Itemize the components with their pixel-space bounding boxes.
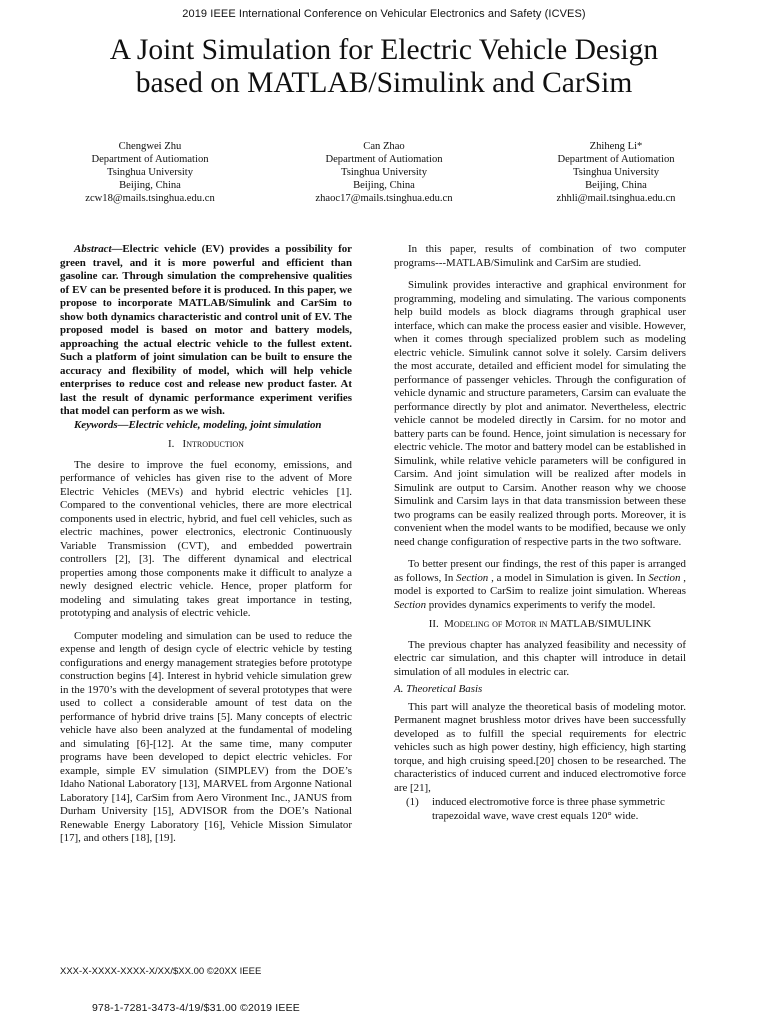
keywords-dash: — (117, 418, 129, 431)
author-email: zhaoc17@mails.tsinghua.edu.cn (315, 193, 453, 204)
author-block-2 (264, 140, 504, 205)
author-name: Zhiheng Li* (589, 141, 643, 152)
abstract (60, 243, 352, 419)
title-line-2: based on MATLAB/Simulink and CarSim (135, 67, 633, 99)
list-item (394, 796, 686, 823)
isbn-footer: 978-1-7281-3473-4/19/$31.00 ©2019 IEEE (92, 1002, 300, 1014)
author-email: zhhli@mail.tsinghua.edu.cn (556, 193, 676, 204)
section-heading-introduction (60, 438, 352, 452)
abstract-text: Electric vehicle (EV) provides a possibility for green travel, and it is more powerful and efficient than gasoline car. Through simulation the comprehensive qualities of EV can be presented before it is produced. In this paper, we propose to incorporate MATLAB/Simulink and CarSim to show both dynamics characteristic and control unit of EV. The proposed model is based on motor and battery models, approaching the actual electric vehicle to the fullest extent. Such a platform of joint simulation can be built to ensure the accuracy and flexibility of model, which will help vehicle enterprises to reduce cost and release new product faster. At last the result of dynamic performance experiment verifies that model can perform as we wish. (60, 243, 352, 417)
copyright-footer: XXX-X-XXXX-XXXX-X/XX/$XX.00 ©20XX IEEE (60, 966, 262, 977)
section-ref: Section (456, 571, 489, 584)
section-title-initial: I (182, 438, 187, 450)
author-univ: Tsinghua University (106, 167, 194, 178)
list-number: (1) (406, 796, 419, 808)
paragraph: In this paper, results of combination of two computer programs---MATLAB/Simulink and CarSim are studied. (394, 243, 686, 269)
org-text-2: , a model in Simulation is given. In (488, 571, 649, 584)
keywords (60, 419, 352, 433)
paragraph: The previous chapter has analyzed feasibility and necessity of electric car simulation, and this chapter will introduce in detail simulation of all modules in electric car. (394, 638, 686, 678)
section-ref: Section (394, 598, 427, 611)
abstract-lead: Abstract (74, 243, 112, 255)
subsection-heading: A. Theoretical Basis (394, 683, 483, 695)
section-title-initial: M (444, 618, 454, 630)
keywords-text: Electric vehicle, modeling, joint simulation (128, 418, 322, 431)
section-title-rest: ntroduction (186, 438, 244, 450)
section-number: I. (168, 438, 175, 450)
author-dept: Department of Autiomation (557, 154, 675, 165)
keywords-lead: Keywords (74, 418, 118, 431)
author-dept: Department of Autiomation (91, 154, 209, 165)
right-column (394, 243, 686, 823)
section-ref: Section (648, 571, 681, 584)
paper-title (40, 34, 728, 100)
paragraph-organization (394, 558, 686, 612)
author-univ: Tsinghua University (572, 167, 660, 178)
author-dept: Department of Autiomation (325, 154, 443, 165)
paragraph: The desire to improve the fuel economy, emissions, and performance of vehicles has given rise to the advent of More Electric Vehicles (MEVs) and hybrid electric vehicles [1]. Compared to the conventional vehicles, there are more electrical components used in electric, hybrid, and fuel cell vehicles, such as electric machines, power electronics, electronic Continuously Variable Transmission (CVT), and embedded powertrain controllers [2], [3]. The different dynamical and electrical properties among those components make it difficult to analyze a newly designed electric vehicle. Hence, proper platform for modeling and simulating takes great importance in testing, prototyping and analysis of electric vehicle. (60, 458, 352, 619)
org-text-4: provides dynamics experiments to verify the model. (426, 598, 656, 611)
left-column (60, 243, 352, 846)
section-title-part-2: otor in MATLAB/SIMULINK (514, 618, 652, 630)
title-line-1: A Joint Simulation for Electric Vehicle Design (109, 34, 659, 66)
author-block-1 (30, 140, 270, 205)
paragraph: Simulink provides interactive and graphical environment for programming, modeling and simulating. The various components help build models as block diagrams through graphical user interface, which can make the process easier and visible. However, when it comes through specialized problem such as modeling electric vehicle. Simulink cannot solve it solely. Carsim delivers the most accurate, detailed and efficient model for simulating the performance of passenger vehicles. Through the configuration of vehicle dynamic and structure parameters, Carsim can evaluate the performance directly by plot and animator. Nevertheless, electric vehicle cannot be modeled directly in Carsim. for no motor and battery parts can be found. Hence, joint simulation is necessary for electric vehicle. The motor and battery model can be established in Simulink, while relative vehicle parameters will be configured in Carsim. And joint simulation will be realized after models in Simulink are output to Carsim. Another reason why we choose Simulink and Carsim lays in that data transmission between these two programs can be easily realized through ports. Moreover, it is convenient when the model wants to be modified, because we only need change configuration of respective parts in the two software. (394, 279, 686, 548)
conference-header: 2019 IEEE International Conference on Vehicular Electronics and Safety (ICVES) (182, 8, 586, 20)
section-heading-modeling (394, 618, 686, 632)
author-block-3 (496, 140, 736, 205)
org-text-3: , model is exported to CarSim to realize joint simulation. Whereas (394, 571, 686, 597)
abstract-dash: — (111, 243, 123, 255)
author-city: Beijing, China (119, 180, 181, 191)
org-text-1: To better present our findings, the rest of this paper is arranged as follows, In (394, 558, 686, 584)
author-city: Beijing, China (585, 180, 647, 191)
author-name: Chengwei Zhu (118, 141, 182, 152)
section-number: II. (428, 618, 439, 630)
section-title-part: odeling of (453, 618, 506, 630)
author-name: Can Zhao (363, 141, 405, 152)
author-city: Beijing, China (353, 180, 415, 191)
list-text: induced electromotive force is three phase symmetric trapezoidal wave, wave crest equals 120° wide. (432, 796, 665, 822)
author-univ: Tsinghua University (340, 167, 428, 178)
paragraph: Computer modeling and simulation can be used to reduce the expense and length of design cycle of electric vehicle by testing configurations and energy management strategies before prototype construction begins [4]. Interest in hybrid vehicle simulation grew in the 1970’s with the development of several prototypes that were used to collect a considerable amount of test data on the performance of hybrid drive trains [5]. Many concepts of electric vehicle have also been analyzed at the fundamental of modeling and simulating [6]-[12]. At the same time, many computer programs have been developed to depict electric vehicles. For example, simple EV simulation (SIMPLEV) from the DOE’s Idaho National Laboratory [13], MARVEL from Argonne National Laboratory [14], CarSim from Aero Vironment Inc., JANUS from Durham University [15], ADVISOR from the DOE’s National Renewable Energy Laboratory [16], Vehicle Mission Simulator [17], and others [18], [19]. (60, 629, 352, 844)
author-email: zcw18@mails.tsinghua.edu.cn (85, 193, 215, 204)
section-title-initial-2: M (505, 618, 515, 630)
paragraph: This part will analyze the theoretical basis of modeling motor. Permanent magnet brushless motor drives have been successfully developed as to fulfill the special requirements for electric vehicles such as high power destiny, high efficiency, high starting torque, and high cruising speed.[20] chosen to be researched. The characteristics of induced current and induced electromotive force are [21], (394, 700, 686, 794)
